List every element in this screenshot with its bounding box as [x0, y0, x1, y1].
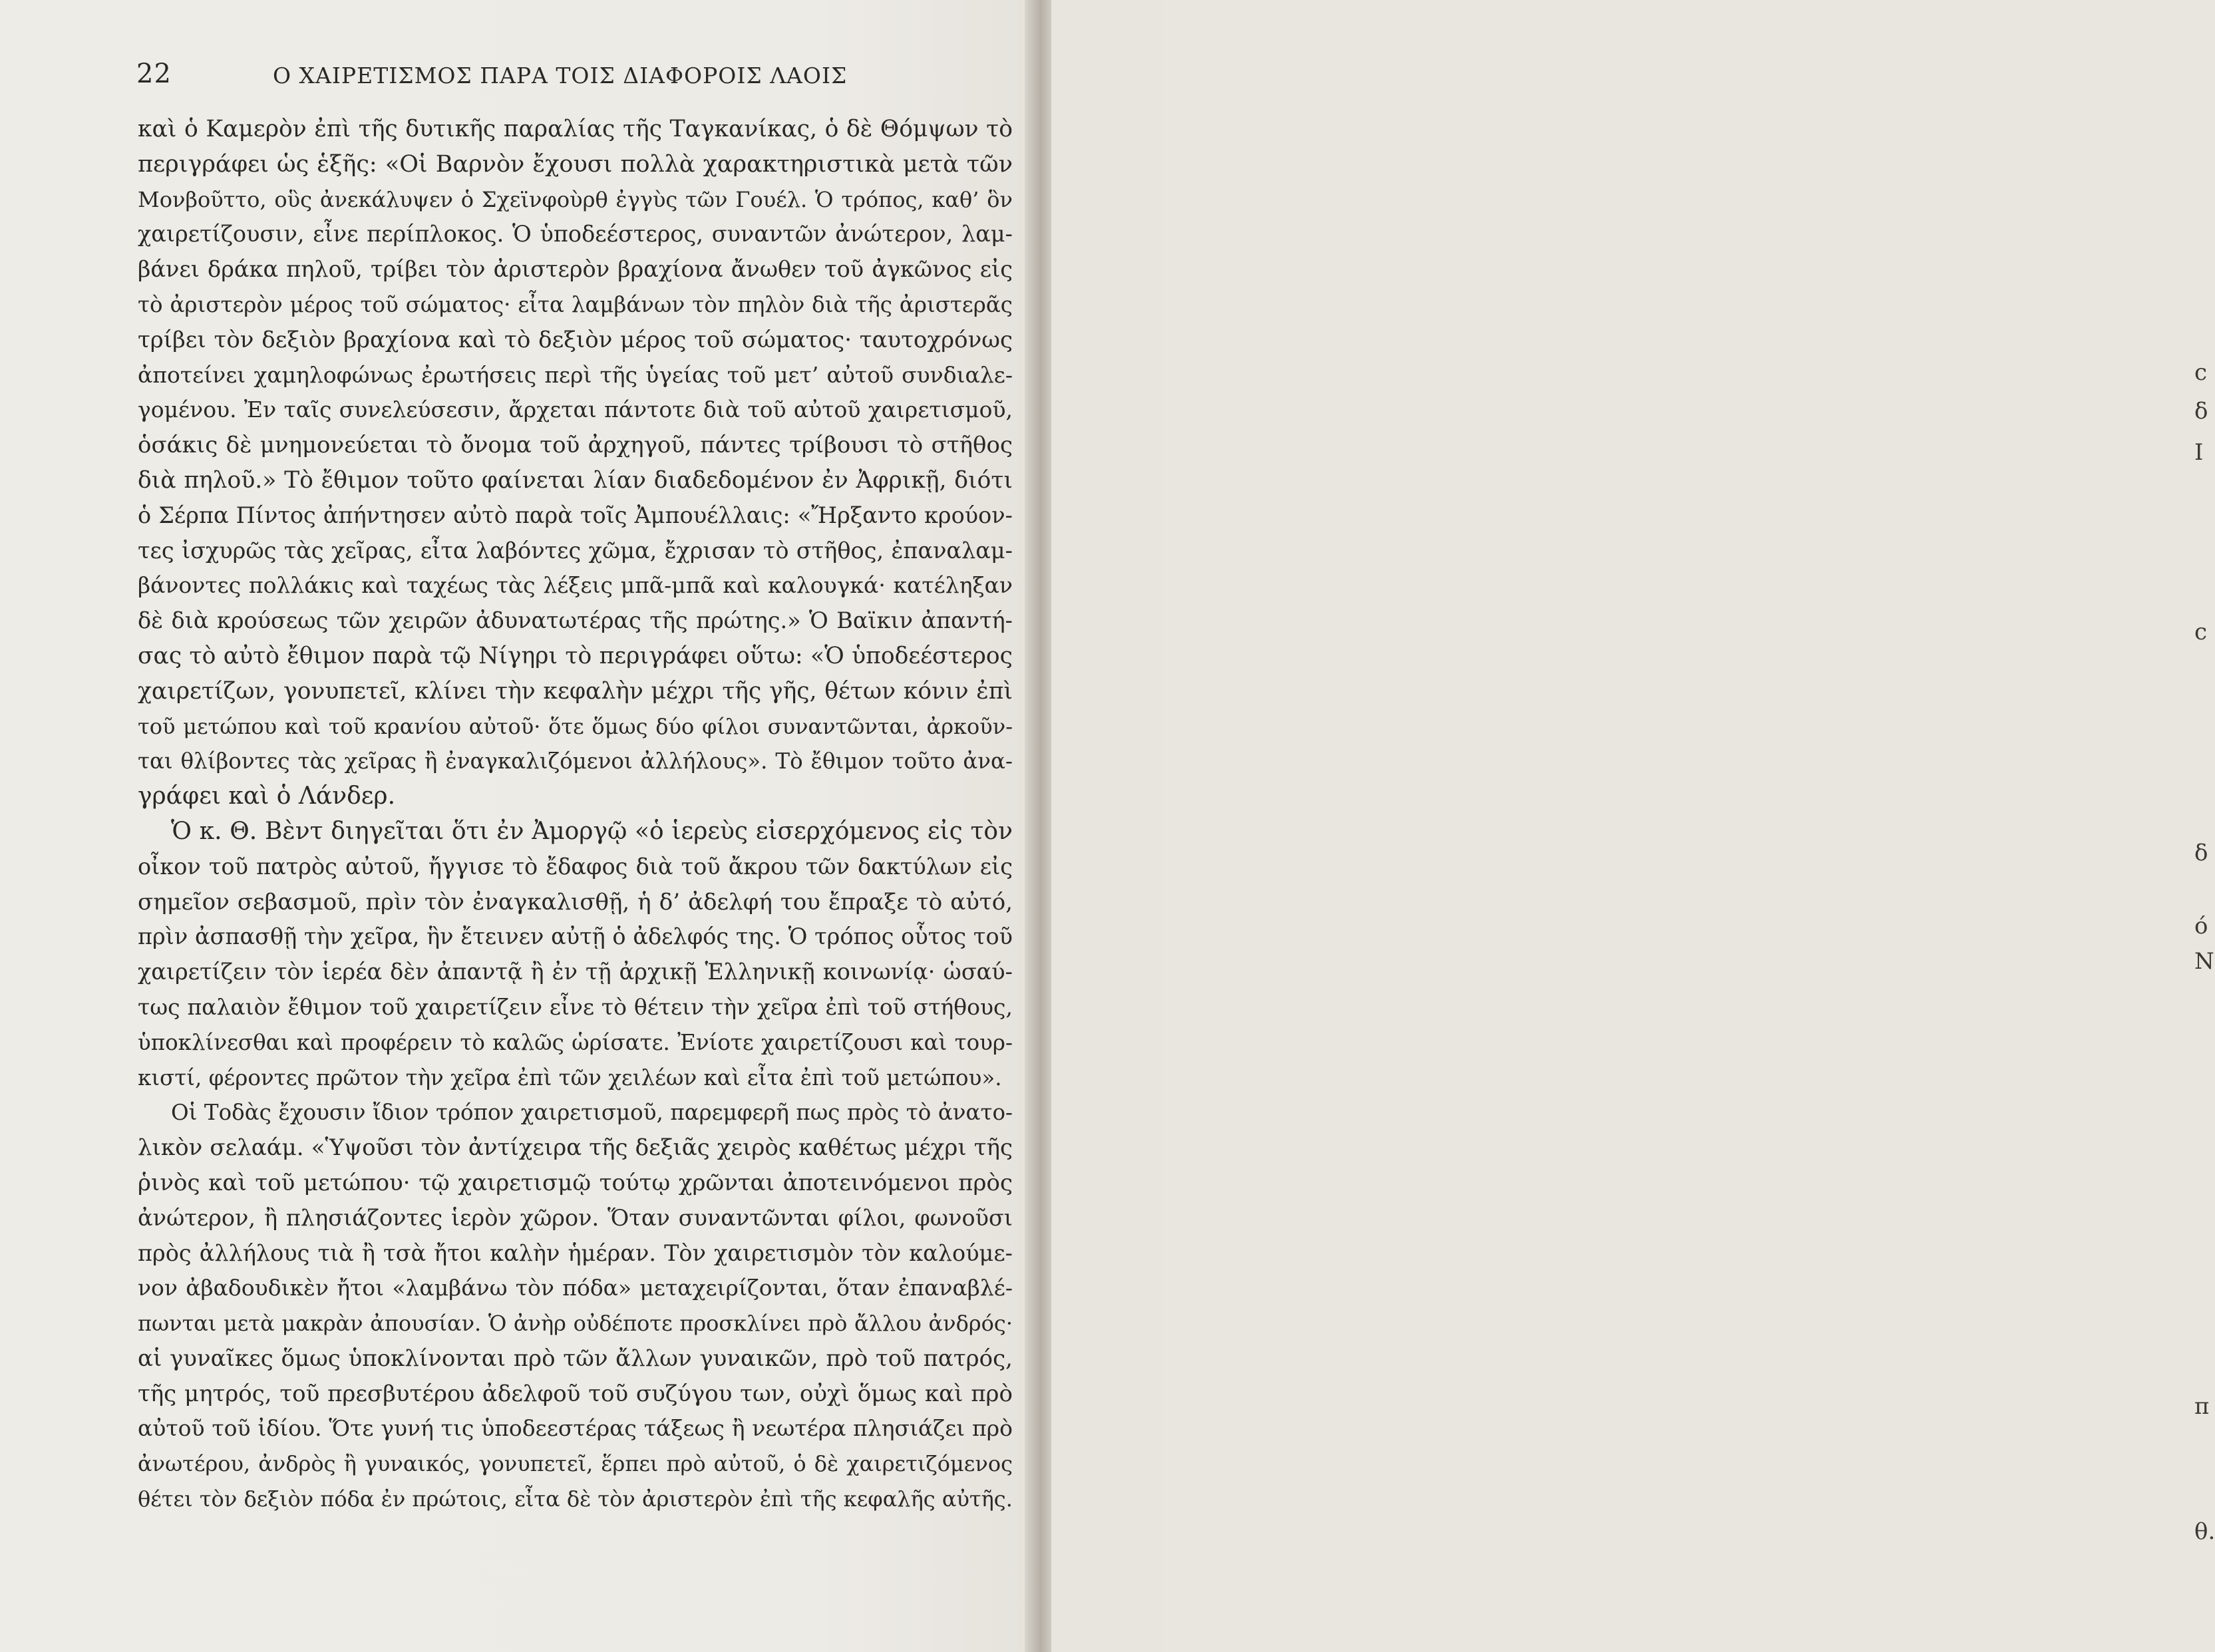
text-line: τοῦ μετώπου καὶ τοῦ κρανίου αὐτοῦ· ὅτε ὅμως δύο φίλοι συναντῶνται, ἀρκοῦν- [138, 713, 1013, 739]
edge-glyph: δ [2194, 840, 2208, 866]
text-line: χαιρετίζουσιν, εἶνε περίπλοκος. Ὁ ὑποδεέστερος, συναντῶν ἀνώτερον, λαμ- [138, 221, 1013, 248]
text-line: τῆς μητρός, τοῦ πρεσβυτέρου ἀδελφοῦ τοῦ συζύγου των, οὐχὶ ὅμως καὶ πρὸ [138, 1380, 1013, 1407]
text-line: σας τὸ αὐτὸ ἔθιμον παρὰ τῷ Νίγηρι τὸ περιγράφει οὕτω: «Ὁ ὑποδεέστερος [138, 642, 1013, 669]
text-line: ὁ Σέρπα Πίντος ἀπήντησεν αὐτὸ παρὰ τοῖς Ἀμπουέλλαις: «Ἤρξαντο κρούον- [138, 502, 1013, 528]
text-line: χαιρετίζειν τὸν ἱερέα δὲν ἀπαντᾷ ἢ ἐν τῇ ἀρχικῇ Ἑλληνικῇ κοινωνίᾳ· ὡσαύ- [138, 959, 1013, 985]
edge-glyph: δ [2194, 398, 2208, 424]
text-line: πωνται μετὰ μακρὰν ἀπουσίαν. Ὁ ἀνὴρ οὐδέποτε προσκλίνει πρὸ ἄλλου ἀνδρός· [138, 1311, 1013, 1337]
text-line: ῥινὸς καὶ τοῦ μετώπου· τῷ χαιρετισμῷ τούτῳ χρῶνται ἀποτεινόμενοι πρὸς [138, 1169, 1013, 1196]
adjacent-page-edge [1051, 0, 2215, 1652]
text-line: διὰ πηλοῦ.» Τὸ ἔθιμον τοῦτο φαίνεται λίαν διαδεδομένον ἐν Ἀφρικῇ, διότι [138, 466, 1013, 494]
text-line: πρὶν ἀσπασθῇ τὴν χεῖρα, ἣν ἔτεινεν αὐτῇ ὁ ἀδελφός της. Ὁ τρόπος οὗτος τοῦ [138, 923, 1013, 950]
text-line: σημεῖον σεβασμοῦ, πρὶν τὸν ἐναγκαλισθῇ, ἡ δ’ ἀδελφή του ἔπραξε τὸ αὐτό, [138, 888, 1013, 915]
text-line: οἶκον τοῦ πατρὸς αὐτοῦ, ἤγγισε τὸ ἔδαφος διὰ τοῦ ἄκρου τῶν δακτύλων εἰς [138, 853, 1013, 880]
text-line: Μονβοῦττο, οὓς ἀνεκάλυψεν ὁ Σχεϊνφοὺρθ ἐγγὺς τῶν Γουέλ. Ὁ τρόπος, καθ’ ὃν [138, 186, 1013, 212]
text-line: ὑποκλίνεσθαι καὶ προφέρειν τὸ καλῶς ὡρίσατε. Ἐνίοτε χαιρετίζουσι καὶ τουρ- [138, 1029, 1013, 1055]
text-line: τὸ ἀριστερὸν μέρος τοῦ σώματος· εἶτα λαμβάνων τὸν πηλὸν διὰ τῆς ἀριστερᾶς [138, 291, 1013, 317]
text-line: ἀνώτερον, ἢ πλησιάζοντες ἱερὸν χῶρον. Ὅταν συναντῶνται φίλοι, φωνοῦσι [138, 1204, 1013, 1231]
text-line: δὲ διὰ κρούσεως τῶν χειρῶν ἀδυνατωτέρας τῆς πρώτης.» Ὁ Βαϊκιν ἀπαντή- [138, 607, 1013, 634]
text-line: Ὁ κ. Θ. Βὲντ διηγεῖται ὅτι ἐν Ἀμοργῷ «ὁ ἱερεὺς εἰσερχόμενος εἰς τὸν [171, 817, 1013, 845]
edge-glyph: I [2194, 439, 2204, 466]
edge-glyph: N [2194, 948, 2214, 975]
text-line: Οἱ Τοδὰς ἔχουσιν ἴδιον τρόπον χαιρετισμοῦ, παρεμφερῆ πως πρὸς τὸ ἀνατο- [171, 1100, 1013, 1126]
edge-glyph: ό [2194, 913, 2208, 939]
text-line: νον ἀβαδουδικὲν ἤτοι «λαμβάνω τὸν πόδα» μεταχειρίζονται, ὅταν ἐπαναβλέ- [138, 1275, 1013, 1301]
text-line: τως παλαιὸν ἔθιμον τοῦ χαιρετίζειν εἶνε τὸ θέτειν τὴν χεῖρα ἐπὶ τοῦ στήθους, [138, 993, 1013, 1020]
text-line: βάνει δράκα πηλοῦ, τρίβει τὸν ἀριστερὸν βραχίονα ἄνωθεν τοῦ ἀγκῶνος εἰς [138, 256, 1013, 283]
text-line: λικὸν σελαάμ. «Ὑψοῦσι τὸν ἀντίχειρα τῆς δεξιᾶς χειρὸς καθέτως μέχρι τῆς [138, 1134, 1013, 1162]
text-line: τες ἰσχυρῶς τὰς χεῖρας, εἶτα λαβόντες χῶμα, ἔχρισαν τὸ στῆθος, ἐπαναλαμ- [138, 537, 1013, 564]
book-gutter-shadow [1025, 0, 1051, 1652]
text-line: βάνοντες πολλάκις καὶ ταχέως τὰς λέξεις μπᾶ-μπᾶ καὶ καλουγκά· κατέληξαν [138, 572, 1013, 599]
text-line: καὶ ὁ Καμερὸν ἐπὶ τῆς δυτικῆς παραλίας τῆς Ταγκανίκας, ὁ δὲ Θόμψων τὸ [138, 116, 1013, 142]
edge-glyph: θ. [2194, 1518, 2215, 1545]
text-line: αὐτοῦ τοῦ ἰδίου. Ὅτε γυνή τις ὑποδεεστέρας τάξεως ἢ νεωτέρα πλησιάζει πρὸ [138, 1415, 1013, 1442]
text-line: γομένου. Ἐν ταῖς συνελεύσεσιν, ἄρχεται πάντοτε διὰ τοῦ αὐτοῦ χαιρετισμοῦ, [138, 397, 1013, 423]
body-text [138, 112, 1013, 1517]
edge-glyph: π [2194, 1393, 2210, 1420]
text-line: κιστί, φέροντες πρῶτον τὴν χεῖρα ἐπὶ τῶν χειλέων καὶ εἶτα ἐπὶ τοῦ μετώπου». [138, 1065, 1002, 1090]
text-line: γράφει καὶ ὁ Λάνδερ. [138, 782, 396, 810]
edge-glyph: c [2194, 359, 2208, 386]
text-line: ἀνωτέρου, ἀνδρὸς ἢ γυναικός, γονυπετεῖ, ἕρπει πρὸ αὐτοῦ, ὁ δὲ χαιρετιζόμενος [138, 1451, 1013, 1477]
page-header [136, 59, 1001, 98]
text-line: τρίβει τὸν δεξιὸν βραχίονα καὶ τὸ δεξιὸν μέρος τοῦ σώματος· ταυτοχρόνως [138, 326, 1013, 353]
text-line: περιγράφει ὡς ἑξῆς: «Οἱ Βαρνὸν ἔχουσι πολλὰ χαρακτηριστικὰ μετὰ τῶν [138, 150, 1013, 178]
running-title: Ο ΧΑΙΡΕΤΙΣΜΟΣ ΠΑΡΑ ΤΟΙΣ ΔΙΑΦΟΡΟΙΣ ΛΑΟΙΣ [273, 63, 848, 88]
book-page [0, 0, 1025, 1652]
text-line: αἱ γυναῖκες ὅμως ὑποκλίνονται πρὸ τῶν ἄλλων γυναικῶν, πρὸ τοῦ πατρός, [138, 1345, 1013, 1372]
text-line: ἀποτείνει χαμηλοφώνως ἐρωτήσεις περὶ τῆς ὑγείας τοῦ μετ’ αὐτοῦ συνδιαλε- [138, 361, 1013, 388]
text-line: θέτει τὸν δεξιὸν πόδα ἐν πρώτοις, εἶτα δὲ τὸν ἀριστερὸν ἐπὶ τῆς κεφαλῆς αὐτῆς. [138, 1486, 1013, 1512]
text-line: χαιρετίζων, γονυπετεῖ, κλίνει τὴν κεφαλὴν μέχρι τῆς γῆς, θέτων κόνιν ἐπὶ [138, 677, 1013, 705]
text-line: πρὸς ἀλλήλους τιὰ ἢ τσὰ ἤτοι καλὴν ἡμέραν. Τὸν χαιρετισμὸν τὸν καλούμε- [138, 1239, 1013, 1266]
edge-glyph: c [2194, 619, 2208, 645]
text-line: ται θλίβοντες τὰς χεῖρας ἢ ἐναγκαλιζόμενοι ἀλλήλους». Τὸ ἔθιμον τοῦτο ἀνα- [138, 748, 1013, 774]
page-number: 22 [136, 59, 172, 89]
text-line: ὁσάκις δὲ μνημονεύεται τὸ ὄνομα τοῦ ἀρχηγοῦ, πάντες τρίβουσι τὸ στῆθος [138, 432, 1013, 459]
